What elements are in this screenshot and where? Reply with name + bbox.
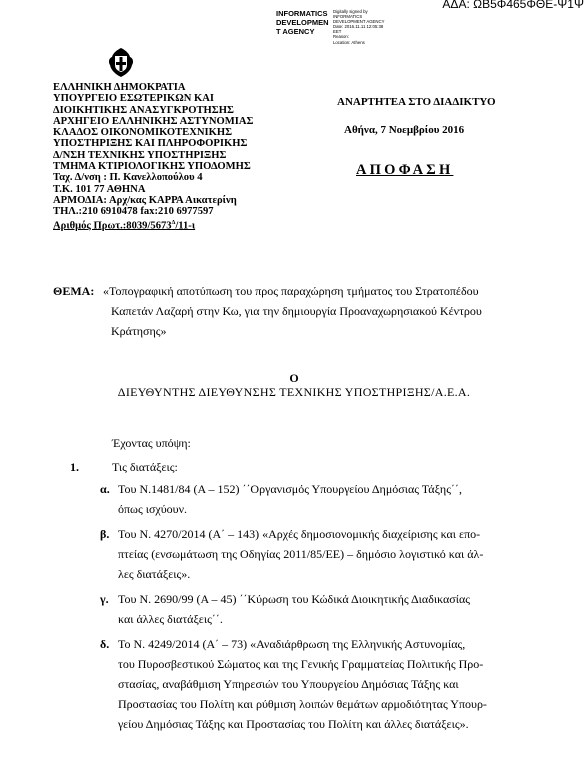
considering-intro: Έχοντας υπόψη: — [112, 436, 191, 450]
greek-coat-of-arms-icon — [107, 47, 135, 78]
document-type-title: ΑΠΟΦΑΣΗ — [356, 162, 454, 178]
list-item: β. Του Ν. 4270/2014 (Α΄ – 143) «Αρχές δημοσιονομικής διαχείρισης και επο- πτείας (ενσωμάτωση της Οδηγίας 2011/85/ΕΕ) – δημόσιο λογιστικό και άλ- λες διατάξεις». — [100, 527, 484, 581]
provisions-list — [100, 479, 552, 739]
subject-text: «Τοπογραφική αποτύπωση του προς παραχώρηση τμήματος του Στρατοπέδου Καπετάν Λαζαρή στην Κω, για την δημιουργία Προαναχωρησιακού Κέντρου Κράτησης» — [103, 284, 482, 338]
list-number: 1. — [70, 460, 79, 474]
heading-director: ΔΙΕΥΘΥΝΤΗΣ ΔΙΕΥΘΥΝΣΗΣ ΤΕΧΝΙΚΗΣ ΥΠΟΣΤΗΡΙΞΗΣ/Α.Ε.Α. — [117, 385, 471, 399]
digital-signature-details: Digitally signed by INFORMATICS DEVELOPMENT AGENCY Date: 2016.11.11 12:05:38 EET Reason: Location: Athens — [333, 9, 385, 45]
issuing-authority-header: ΕΛΛΗΝΙΚΗ ΔΗΜΟΚΡΑΤΙΑ ΥΠΟΥΡΓΕΙΟ ΕΣΩΤΕΡΙΚΩΝ ΚΑΙ ΔΙΟΙΚΗΤΙΚΗΣ ΑΝΑΣΥΓΚΡΟΤΗΣΗΣ ΑΡΧΗΓΕΙΟ ΕΛΛΗΝΙΚΗΣ ΑΣΤΥΝΟΜΙΑΣ ΚΛΑΔΟΣ ΟΙΚΟΝΟΜΙΚΟΤΕΧΝΙΚΗΣ ΥΠΟΣΤΗΡΙΞΗΣ ΚΑΙ ΠΛΗΡΟΦΟΡΙΚΗΣ Δ/ΝΣΗ ΤΕΧΝΙΚΗΣ ΥΠΟΣΤΗΡΙΞΗΣ ΤΜΗΜΑ ΚΤΙΡΙΟΛΟΓΙΚΗΣ ΥΠΟΔΟΜΗΣ Ταχ. Δ/νση : Π. Κανελλοπούλου 4 Τ.Κ. 101 77 ΑΘΗΝΑ ΑΡΜΟΔΙΑ: Αρχ/κας ΚΑΡΡΑ Αικατερίνη ΤΗΛ.:210 6910478 fax:210 6977597 Αριθμός $\Pi\rho\omega\tau.:8039/5673^\Delta/11-\iota$ — [53, 82, 254, 232]
provisions-intro: Τις διατάξεις: — [112, 460, 178, 474]
list-item: γ. Του Ν. 2690/99 (Α – 45) ΄΄Κύρωση του Κώδικά Διοικητικής Διαδικασίας και άλλες διατάξεις΄΄. — [100, 592, 471, 626]
publish-online-note: ΑΝΑΡΤΗΤΕΑ ΣΤΟ ΔΙΑΔΙΚΤΥΟ — [337, 96, 496, 108]
list-item: δ. Το Ν. 4249/2014 (Α΄ – 73) «Αναδιάρθρωση της Ελληνικής Αστυνομίας, του Πυροσβεστικού Σώματος και της Γενικής Γραμματείας Πολιτικής Προ- στασίας, αναβάθμιση Υπηρεσιών του Υπουργείου Δημόσιας Τάξης και Προστασίας του Πολίτη και ρύθμιση λοιπών θεμάτων αρμοδιότητας Υπουρ- γείου Δημόσιας Τάξης και Προστασίας του Πολίτη και άλλες διατάξεις». — [100, 637, 487, 731]
list-item: α. Του Ν.1481/84 (Α – 152) ΄΄Οργανισμός Υπουργείου Δημόσιας Τάξης΄΄, όπως ισχύουν. — [100, 482, 462, 516]
ada-code: ΑΔΑ: ΩΒ5Φ465ΦΘΕ-Ψ1Ψ — [442, 0, 584, 11]
heading-article: Ο — [289, 371, 299, 385]
signer-name: INFORMATICS DEVELOPMEN T AGENCY — [276, 9, 329, 36]
document-date: Αθήνα, 7 Νοεμβρίου 2016 — [344, 124, 465, 136]
protocol-number: Αριθμός $\Pi\rho\omega\tau.:8039/5673^\Delta/11-\iota$ — [53, 219, 196, 232]
subject-label: ΘΕΜΑ: — [53, 284, 95, 298]
